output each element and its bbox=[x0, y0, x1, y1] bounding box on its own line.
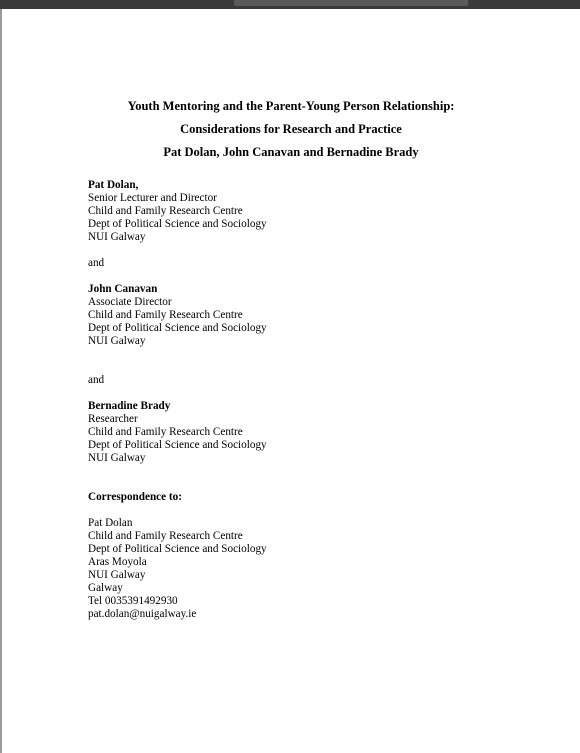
correspondence-block bbox=[88, 491, 267, 621]
title-block bbox=[2, 95, 580, 164]
correspondence-line: NUI Galway bbox=[88, 569, 146, 581]
document-body bbox=[88, 179, 267, 621]
author-line: Associate Director bbox=[88, 296, 172, 308]
author-block-3 bbox=[88, 400, 267, 465]
author-block-1 bbox=[88, 179, 267, 244]
correspondence-email[interactable]: pat.dolan@nuigalway.ie bbox=[88, 608, 197, 620]
author-line: Dept of Political Science and Sociology bbox=[88, 439, 267, 451]
viewer-toolbar bbox=[0, 0, 580, 9]
document-title: Youth Mentoring and the Parent-Young Person Relationship: bbox=[127, 99, 455, 113]
author-line: Child and Family Research Centre bbox=[88, 426, 243, 438]
author-line: NUI Galway bbox=[88, 231, 146, 243]
author-line: NUI Galway bbox=[88, 452, 146, 464]
document-subtitle: Considerations for Research and Practice bbox=[180, 122, 402, 136]
correspondence-line: Galway bbox=[88, 582, 123, 594]
document-authors-line: Pat Dolan, John Canavan and Bernadine Brady bbox=[163, 145, 419, 159]
document-page bbox=[2, 9, 580, 753]
correspondence-line: Dept of Political Science and Sociology bbox=[88, 543, 267, 555]
author-line: Senior Lecturer and Director bbox=[88, 192, 217, 204]
author-line: NUI Galway bbox=[88, 335, 146, 347]
author-name: Bernadine Brady bbox=[88, 400, 171, 412]
author-name: John Canavan bbox=[88, 283, 158, 295]
correspondence-line: Pat Dolan bbox=[88, 517, 133, 529]
correspondence-heading: Correspondence to: bbox=[88, 491, 182, 503]
correspondence-phone: Tel 0035391492930 bbox=[88, 595, 178, 607]
toolbar-tab[interactable] bbox=[234, 0, 468, 6]
connector-and: and bbox=[88, 257, 105, 269]
correspondence-line: Aras Moyola bbox=[88, 556, 147, 568]
correspondence-line: Child and Family Research Centre bbox=[88, 530, 243, 542]
author-line: Child and Family Research Centre bbox=[88, 205, 243, 217]
author-name: Pat Dolan, bbox=[88, 179, 139, 191]
connector-and: and bbox=[88, 374, 105, 386]
author-line: Researcher bbox=[88, 413, 138, 425]
author-line: Dept of Political Science and Sociology bbox=[88, 322, 267, 334]
author-line: Child and Family Research Centre bbox=[88, 309, 243, 321]
author-line: Dept of Political Science and Sociology bbox=[88, 218, 267, 230]
author-block-2 bbox=[88, 283, 267, 348]
